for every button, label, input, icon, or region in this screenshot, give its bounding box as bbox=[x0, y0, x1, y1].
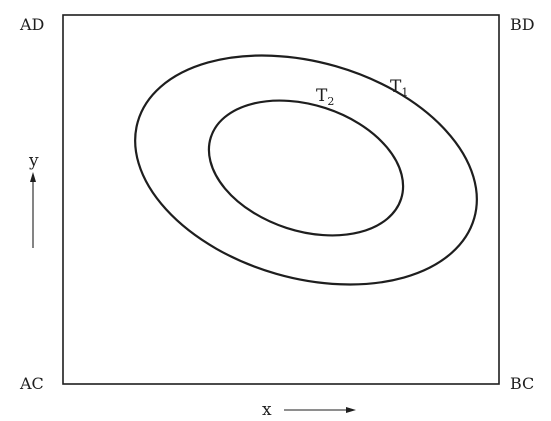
corner-label-bottom-left: AC bbox=[20, 374, 44, 393]
curve-label-t2: $T_2$ bbox=[316, 86, 335, 108]
y-axis-label: y bbox=[29, 151, 39, 171]
curve-t2 bbox=[191, 77, 420, 259]
corner-label-top-right: BD bbox=[510, 15, 535, 34]
curve-t1 bbox=[108, 18, 504, 322]
corner-label-bottom-right: BC bbox=[510, 374, 535, 393]
x-axis-arrow-head bbox=[346, 407, 356, 413]
curve-label-t1: $T_1$ bbox=[390, 77, 409, 99]
outer-box bbox=[63, 15, 499, 384]
y-axis-arrow-head bbox=[30, 172, 36, 182]
corner-label-top-left: AD bbox=[20, 15, 45, 34]
x-axis-label: x bbox=[262, 400, 272, 420]
